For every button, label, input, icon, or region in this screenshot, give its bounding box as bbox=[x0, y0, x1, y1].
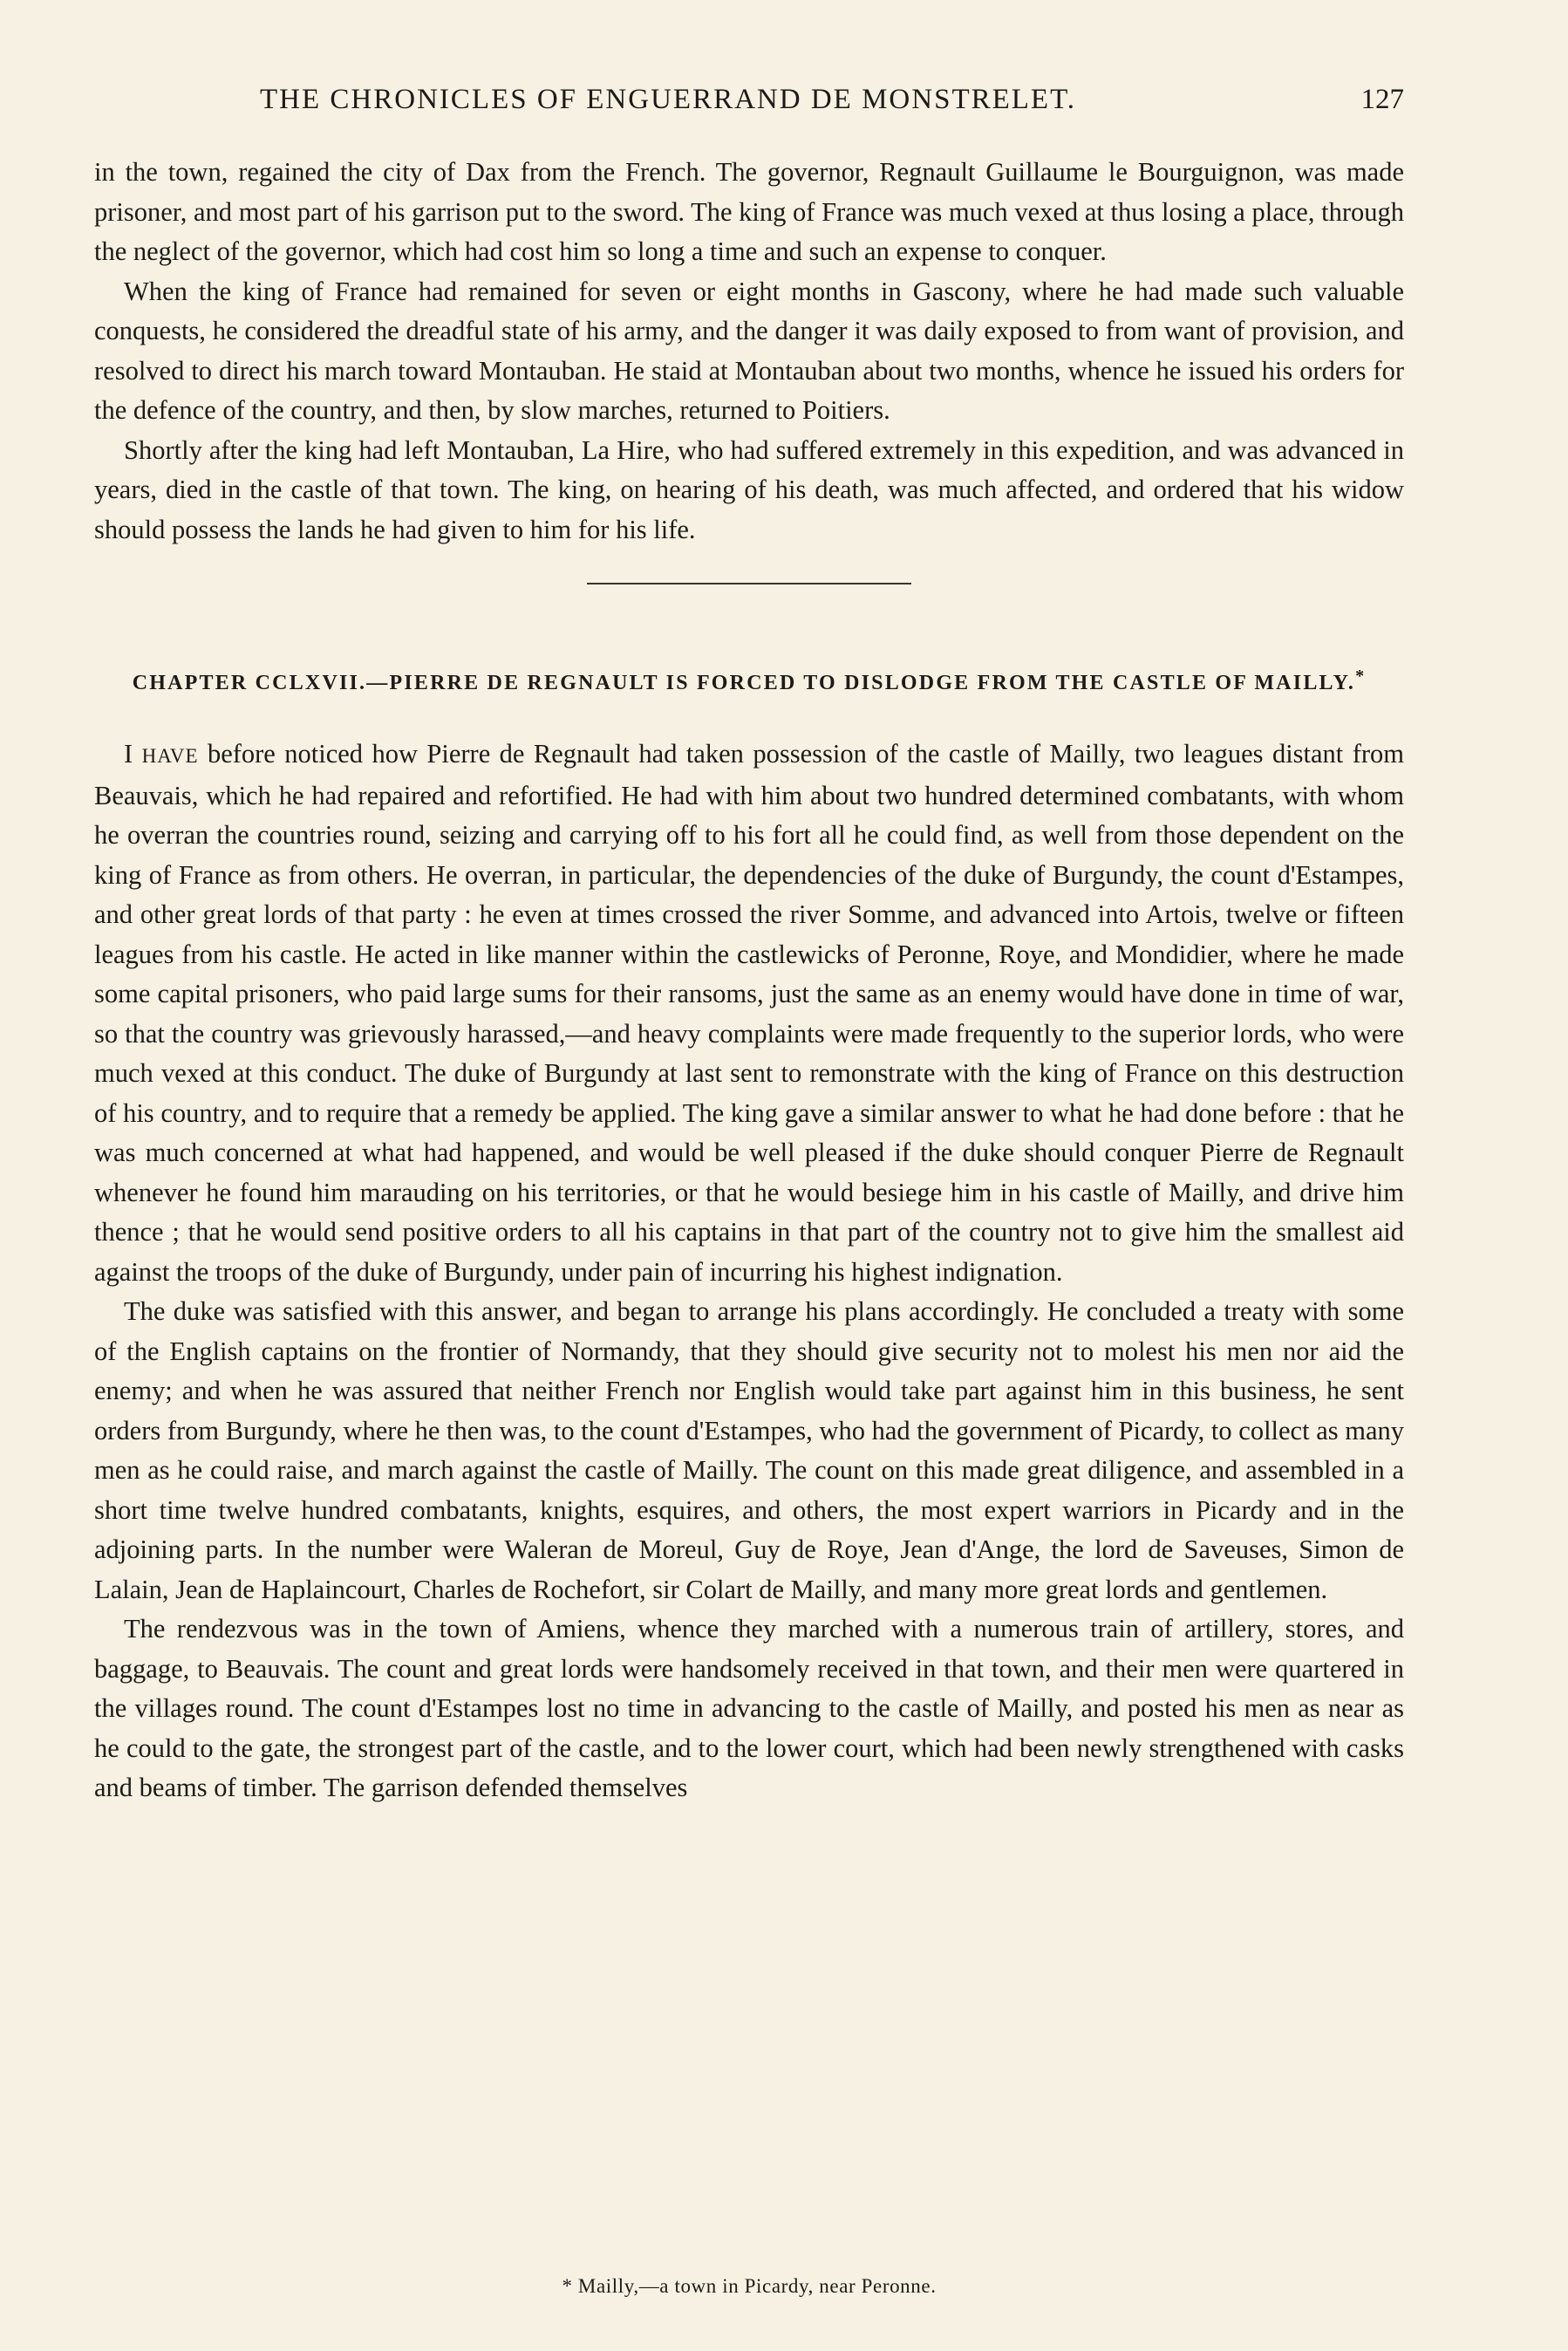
chapter-heading bbox=[94, 660, 1404, 700]
paragraph: Shortly after the king had left Montauban, La Hire, who had suffered extremely in this expedition, and was advanced in years, died in the castle of that town. The king, on hearing of his death, was much affected, and ordered that his widow should possess the lands he had given to him for his life. bbox=[94, 434, 1404, 544]
initial-letter: I bbox=[124, 739, 142, 769]
paragraph-continued: in the town, regained the city of Dax from the French. The governor, Regnault Guillaume le Bourguignon, was made prisoner, and most part of his garrison put to the sword. The king of France was much vexed at thus losing a place, through the neglect of the governor, which had cost him so long a time and such an expense to conquer. bbox=[94, 157, 1404, 266]
paragraph: The duke was satisfied with this answer, and began to arrange his plans accordingly. He concluded a treaty with some of the English captains on the frontier of Normandy, that they should give security not to molest his men nor aid the enemy; and when he was assured that neither French nor English would take part against him in this business, he sent orders from Burgundy, where he then was, to the count d'Estampes, who had the government of Picardy, to collect as many men as he could raise, and march against the castle of Mailly. The count on this made great diligence, and assembled in a short time twelve hundred combatants, knights, esquires, and others, the most expert warriors in Picardy and in the adjoining parts. In the number were Waleran de Moreul, Guy de Roye, Jean d'Ange, the lord de Saveuses, Simon de Lalain, Jean de Haplaincourt, Charles de Rochefort, sir Colart de Mailly, and many more great lords and gentlemen. bbox=[94, 1296, 1404, 1604]
footnote: * Mailly,—a town in Picardy, near Peronne. bbox=[562, 2275, 937, 2297]
running-title: THE CHRONICLES OF ENGUERRAND DE MONSTRELET. bbox=[260, 84, 1077, 115]
paragraph: When the king of France had remained for seven or eight months in Gascony, where he had made such valuable conquests, he considered the dreadful state of his army, and the danger it was daily exposed to from want of provision, and resolved to direct his march toward Montauban. He staid at Montauban about two months, whence he issued his orders for the defence of the country, and then, by slow marches, returned to Poitiers. bbox=[94, 276, 1404, 425]
page-number: 127 bbox=[1360, 84, 1404, 115]
paragraph-text: before noticed how Pierre de Regnault had taken possession of the castle of Mailly, two leagues distant from Beauvais, which he had repaired and refortified. He had with him about two hundred determined combatants, with whom he overran the countries round, seizing and carrying off to his fort all he could find, as well from those dependent on the king of France as from others. He overran, in particular, the dependencies of the duke of Burgundy, the count d'Estampes, and other great lords of that party : he even at times crossed the river Somme, and advanced into Artois, twelve or fifteen leagues from his castle. He acted in like manner within the castlewicks of Peronne, Roye, and Mondidier, where he made some capital prisoners, who paid large sums for their ransoms, just the same as an enemy would have done in time of war, so that the country was grievously harassed,—and heavy complaints were made frequently to the superior lords, who were much vexed at this conduct. The duke of Burgundy at last sent to remonstrate with the king of France on this destruction of his country, and to require that a remedy be applied. The king gave a similar answer to what he had done before : that he was much concerned at what had happened, and would be well pleased if the duke should conquer Pierre de Regnault whenever he found him marauding on his territories, or that he would besiege him in his castle of Mailly, and drive him thence ; that he would send positive orders to all his captains in that part of the country not to give him the smallest aid against the troops of the duke of Burgundy, under pain of incurring his highest indignation. bbox=[94, 739, 1404, 1287]
chapter-first-paragraph bbox=[94, 735, 1404, 1292]
chapter-heading-text: CHAPTER CCLXVII.—PIERRE DE REGNAULT IS FORCED TO DISLODGE FROM THE CASTLE OF MAILLY. bbox=[132, 672, 1356, 694]
page-body bbox=[94, 153, 1404, 1808]
paragraph: The rendezvous was in the town of Amiens, whence they marched with a numerous train of artillery, stores, and baggage, to Beauvais. The count and great lords were handsomely received in that town, and their men were quartered in the villages round. The count d'Estampes lost no time in advancing to the castle of Mailly, and posted his men as near as he could to the gate, the strongest part of the castle, and to the lower court, which had been newly strengthened with casks and beams of timber. The garrison defended themselves bbox=[94, 1614, 1404, 1802]
section-divider bbox=[587, 583, 911, 584]
opening-smallcaps: HAVE bbox=[141, 745, 199, 767]
footnote-marker: * bbox=[1355, 666, 1367, 686]
page-header bbox=[94, 84, 1404, 127]
